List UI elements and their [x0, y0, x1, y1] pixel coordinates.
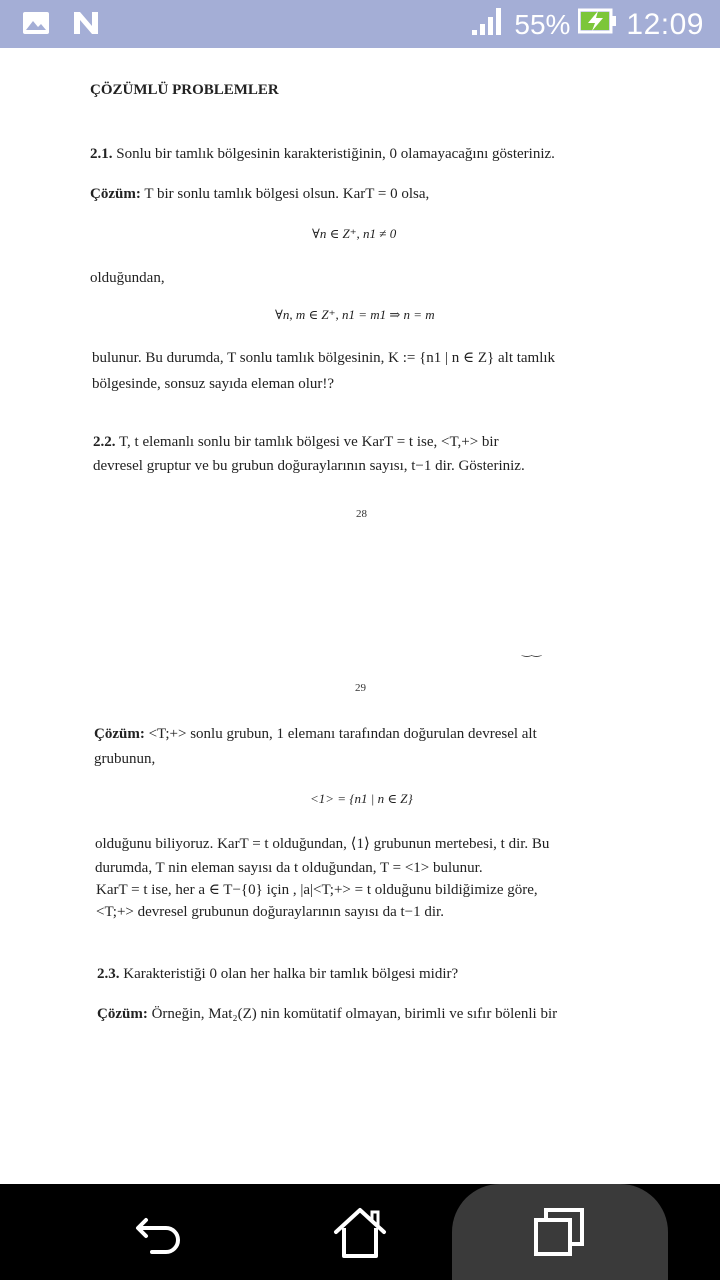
- solution-2-line-5: KarT = t ise, her a ∈ T−{0} için , |a|<T;+> = t olduğunu bildiğimize göre,: [96, 882, 538, 898]
- math-formula-3: <1> = {n1 | n ∈ Z}: [310, 791, 413, 806]
- solution-text: Örneğin, Mat₂(Z) nin komütatif olmayan, birimli ve sıfır bölenli bir: [151, 1006, 558, 1022]
- problem-text: Karakteristiği 0 olan her halka bir tamlık bölgesi midir?: [123, 966, 459, 982]
- image-icon: [22, 11, 50, 40]
- solution-label: Çözüm:: [90, 186, 141, 202]
- status-bar: [0, 0, 720, 48]
- solution-2-line-6: <T;+> devresel grubunun doğuraylarının sayısı da t−1 dir.: [96, 904, 444, 920]
- math-formula-1: ∀n ∈ Z⁺, n1 ≠ 0: [312, 226, 397, 241]
- clock: 12:09: [626, 8, 704, 41]
- solution-1-line-3: bulunur. Bu durumda, T sonlu tamlık bölgesinin, K := {n1 | n ∈ Z} alt tamlık: [92, 350, 556, 366]
- problem-2-3: [97, 966, 458, 983]
- navigation-bar: [0, 1184, 720, 1280]
- back-icon[interactable]: [130, 1202, 190, 1262]
- problem-2-2-line-1: [93, 434, 499, 451]
- solution-text: T bir sonlu tamlık bölgesi olsun. KarT = 0 olsa,: [144, 186, 430, 202]
- scan-mark: ‿‿: [522, 643, 542, 657]
- solution-1-line-1: [90, 186, 429, 203]
- solution-1-line-4: bölgesinde, sonsuz sayıda eleman olur!?: [92, 376, 335, 392]
- olduğundan-line: olduğundan,: [90, 270, 165, 286]
- problem-text: T, t elemanlı sonlu bir tamlık bölgesi ve KarT = t ise, <T,+> bir: [118, 434, 499, 450]
- home-icon[interactable]: [330, 1202, 390, 1262]
- recents-icon[interactable]: [530, 1202, 590, 1262]
- solution-2-line-1: [94, 726, 537, 743]
- solution-2-line-2: grubunun,: [94, 751, 156, 767]
- page-number-28: 28: [356, 508, 367, 520]
- solution-2-line-4: durumda, T nin eleman sayısı da t olduğundan, T = <1> bulunur.: [95, 860, 483, 876]
- n-icon: [72, 10, 100, 41]
- solution-2-line-3: olduğunu biliyoruz. KarT = t olduğundan, ⟨1⟩ grubunun mertebesi, t dir. Bu: [95, 836, 550, 852]
- problem-2-1: [90, 146, 555, 163]
- problem-number: 2.2.: [93, 434, 116, 450]
- document-page[interactable]: [0, 48, 720, 1184]
- solution-label: Çözüm:: [94, 726, 145, 742]
- math-formula-2: ∀n, m ∈ Z⁺, n1 = m1 ⇒ n = m: [275, 307, 435, 322]
- battery-percent: 55%: [514, 9, 571, 40]
- section-heading: ÇÖZÜMLÜ PROBLEMLER: [90, 82, 279, 98]
- problem-text: Sonlu bir tamlık bölgesinin karakteristiğinin, 0 olamayacağını gösteriniz.: [116, 146, 555, 162]
- page-number-29: 29: [355, 682, 366, 694]
- problem-number: 2.3.: [97, 966, 120, 982]
- solution-text: <T;+> sonlu grubun, 1 elemanı tarafından doğurulan devresel alt: [148, 726, 537, 742]
- problem-2-2-line-2: devresel gruptur ve bu grubun doğuraylarının sayısı, t−1 dir. Gösteriniz.: [93, 458, 525, 474]
- problem-number: 2.1.: [90, 146, 113, 162]
- solution-label: Çözüm:: [97, 1006, 148, 1022]
- battery-charging-icon: [578, 8, 618, 42]
- solution-3-line-1: [97, 1006, 557, 1023]
- signal-icon: [472, 6, 506, 44]
